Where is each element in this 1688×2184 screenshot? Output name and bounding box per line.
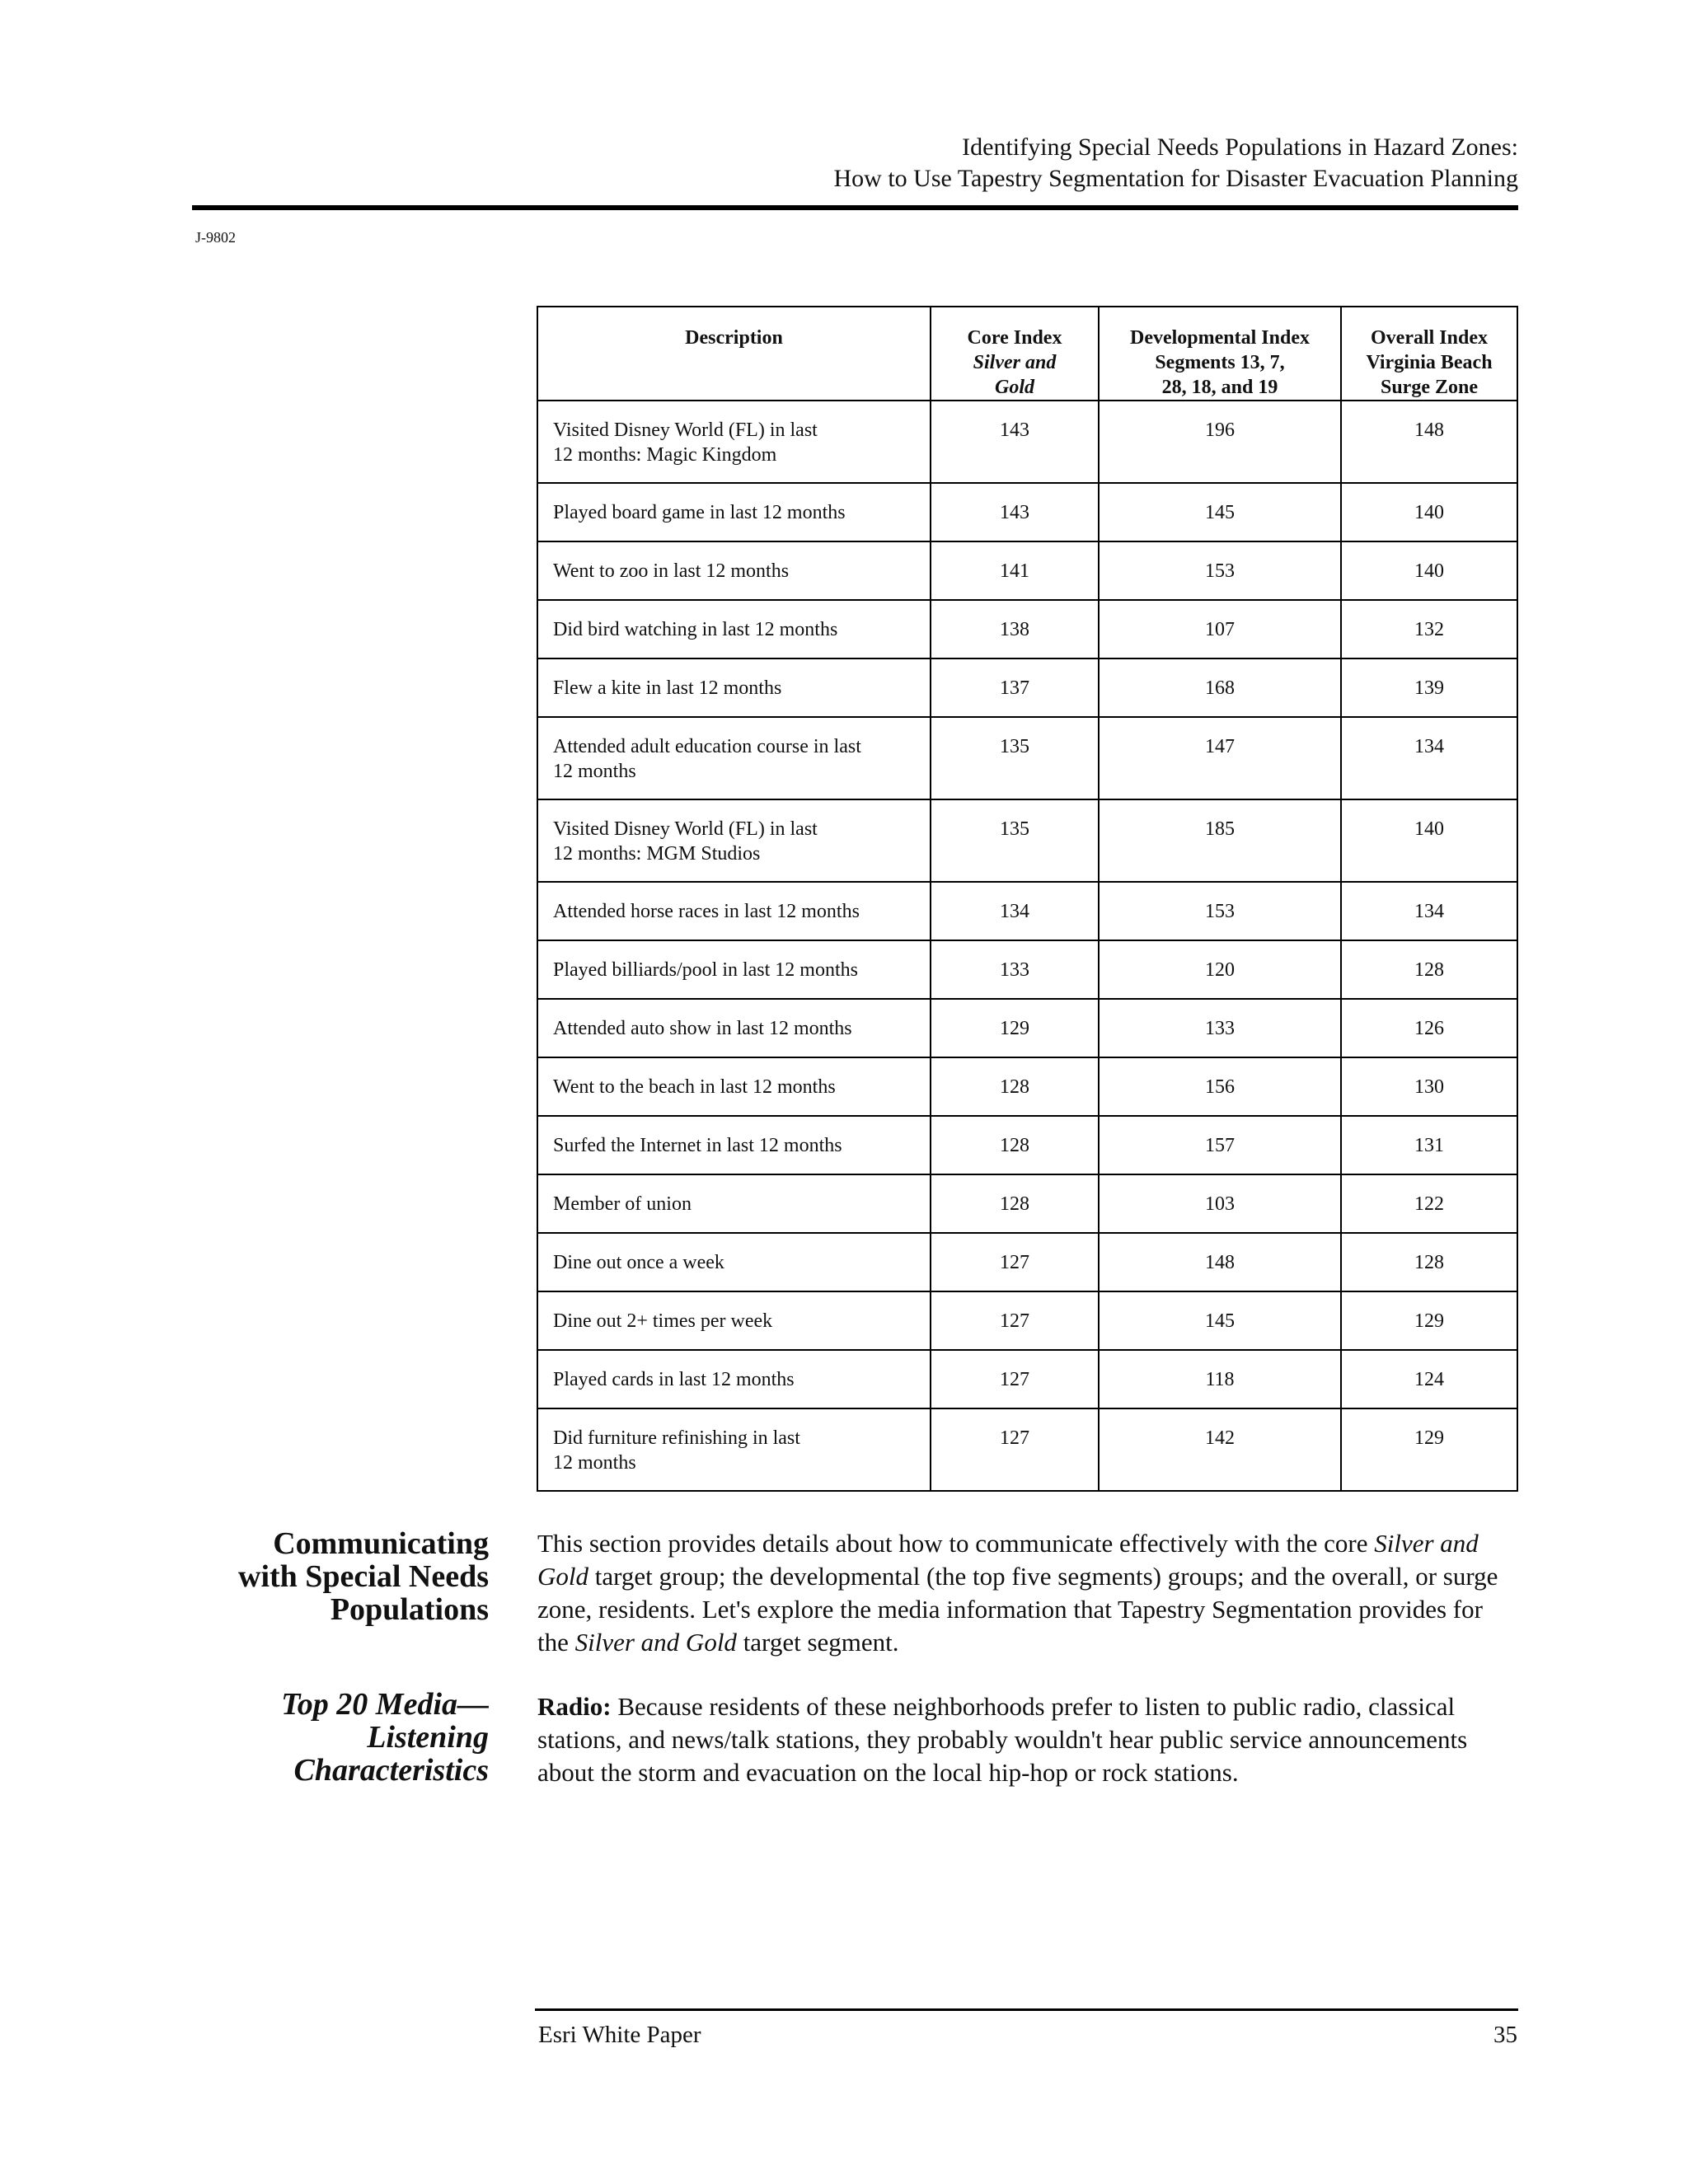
table-row: [537, 882, 1517, 940]
cell-core-index: 135: [931, 717, 1099, 799]
footer-rule: [535, 2008, 1518, 2011]
cell-description: [537, 717, 931, 799]
cell-description: [537, 541, 931, 600]
table-body: [537, 401, 1517, 1491]
description-line1: Attended horse races in last 12 months: [553, 901, 860, 922]
cell-overall-index: 130: [1341, 1057, 1517, 1116]
cell-description: [537, 1174, 931, 1233]
table-row: [537, 541, 1517, 600]
column-header-overall-index: Overall Index Virginia Beach Surge Zone: [1341, 307, 1517, 401]
header-rule: [192, 205, 1518, 210]
description-line2: 12 months: [553, 1452, 636, 1474]
cell-core-index: 137: [931, 658, 1099, 717]
cell-description: [537, 600, 931, 658]
description-line1: Dine out once a week: [553, 1252, 724, 1273]
table-row: [537, 1291, 1517, 1350]
cell-overall-index: 140: [1341, 799, 1517, 882]
cell-overall-index: 134: [1341, 882, 1517, 940]
cell-overall-index: 131: [1341, 1116, 1517, 1174]
column-header-core-index: Core Index Silver and Gold: [931, 307, 1099, 401]
cell-overall-index: 134: [1341, 717, 1517, 799]
description-line1: Surfed the Internet in last 12 months: [553, 1135, 842, 1156]
table-row: [537, 1116, 1517, 1174]
cell-overall-index: 124: [1341, 1350, 1517, 1408]
heading-communicating: [143, 1527, 489, 1626]
table-row: [537, 1174, 1517, 1233]
table-row: [537, 940, 1517, 999]
heading-top-20-media: [143, 1688, 489, 1787]
description-line1: Attended auto show in last 12 months: [553, 1018, 852, 1039]
description-line1: Member of union: [553, 1193, 692, 1215]
cell-developmental-index: 120: [1099, 940, 1341, 999]
cell-core-index: 135: [931, 799, 1099, 882]
table-row: [537, 401, 1517, 483]
description-line2: 12 months: Magic Kingdom: [553, 444, 777, 466]
heading-communicating-line2: with Special Needs: [238, 1559, 489, 1594]
description-line1: Played cards in last 12 months: [553, 1369, 795, 1390]
cell-overall-index: 122: [1341, 1174, 1517, 1233]
cell-developmental-index: 153: [1099, 882, 1341, 940]
description-line1: Did bird watching in last 12 months: [553, 619, 838, 640]
cell-developmental-index: 153: [1099, 541, 1341, 600]
cell-developmental-index: 118: [1099, 1350, 1341, 1408]
table-row: [537, 717, 1517, 799]
cell-description: [537, 658, 931, 717]
description-line1: Dine out 2+ times per week: [553, 1310, 773, 1332]
cell-description: [537, 1291, 931, 1350]
cell-description: [537, 1408, 931, 1491]
cell-description: [537, 1233, 931, 1291]
page-number: 35: [1493, 2022, 1517, 2048]
heading-media-line2: Listening: [367, 1720, 489, 1755]
table-row: [537, 1057, 1517, 1116]
cell-core-index: 127: [931, 1233, 1099, 1291]
cell-core-index: 143: [931, 401, 1099, 483]
description-line2: 12 months: MGM Studios: [553, 843, 761, 865]
cell-overall-index: 128: [1341, 940, 1517, 999]
description-line1: Did furniture refinishing in last: [553, 1427, 800, 1449]
cell-core-index: 141: [931, 541, 1099, 600]
cell-description: [537, 940, 931, 999]
heading-communicating-line3: Populations: [330, 1592, 489, 1627]
cell-developmental-index: 147: [1099, 717, 1341, 799]
radio-label: Radio:: [537, 1692, 612, 1721]
table-row: [537, 999, 1517, 1057]
index-table: [537, 306, 1518, 1492]
cell-description: [537, 1350, 931, 1408]
cell-overall-index: 139: [1341, 658, 1517, 717]
column-header-description: Description: [537, 307, 931, 401]
cell-developmental-index: 156: [1099, 1057, 1341, 1116]
cell-core-index: 129: [931, 999, 1099, 1057]
cell-developmental-index: 185: [1099, 799, 1341, 882]
description-line1: Attended adult education course in last: [553, 736, 861, 757]
cell-developmental-index: 157: [1099, 1116, 1341, 1174]
description-line1: Went to zoo in last 12 months: [553, 560, 790, 582]
document-code: J-9802: [195, 229, 236, 246]
cell-core-index: 128: [931, 1116, 1099, 1174]
cell-overall-index: 132: [1341, 600, 1517, 658]
description-line1: Played billiards/pool in last 12 months: [553, 959, 858, 981]
cell-core-index: 143: [931, 483, 1099, 541]
heading-media-line1: Top 20 Media—: [281, 1687, 489, 1722]
cell-core-index: 127: [931, 1291, 1099, 1350]
radio-paragraph: Radio: Because residents of these neighborhoods prefer to listen to public radio, classical stations, and news/talk stations, they probably wouldn't hear public service announcements about the storm and evacuation on the local hip-hop or rock stations.: [537, 1692, 1468, 1787]
heading-communicating-line1: Communicating: [273, 1526, 489, 1561]
table-row: [537, 1233, 1517, 1291]
cell-developmental-index: 196: [1099, 401, 1341, 483]
table-row: [537, 1350, 1517, 1408]
cell-core-index: 128: [931, 1174, 1099, 1233]
description-line2: 12 months: [553, 761, 636, 782]
cell-overall-index: 140: [1341, 541, 1517, 600]
table-header-row: [537, 307, 1517, 401]
cell-developmental-index: 103: [1099, 1174, 1341, 1233]
cell-description: [537, 1057, 931, 1116]
cell-description: [537, 483, 931, 541]
cell-description: [537, 999, 931, 1057]
cell-developmental-index: 145: [1099, 1291, 1341, 1350]
communicating-paragraph: This section provides details about how to communicate effectively with the core Silver and Gold target group; the developmental (the top five segments) groups; and the overall, or surge zone, residents. Let's explore the media information that Tapestry Segmentation provides for the Silver and Gold target segment.: [537, 1529, 1498, 1657]
table-row: [537, 658, 1517, 717]
cell-overall-index: 148: [1341, 401, 1517, 483]
table-row: [537, 483, 1517, 541]
cell-overall-index: 128: [1341, 1233, 1517, 1291]
cell-core-index: 133: [931, 940, 1099, 999]
cell-core-index: 128: [931, 1057, 1099, 1116]
description-line1: Visited Disney World (FL) in last: [553, 419, 818, 441]
cell-overall-index: 126: [1341, 999, 1517, 1057]
cell-description: [537, 799, 931, 882]
cell-developmental-index: 142: [1099, 1408, 1341, 1491]
cell-developmental-index: 107: [1099, 600, 1341, 658]
description-line1: Played board game in last 12 months: [553, 502, 846, 523]
description-line1: Went to the beach in last 12 months: [553, 1076, 836, 1098]
cell-developmental-index: 168: [1099, 658, 1341, 717]
description-line1: Flew a kite in last 12 months: [553, 677, 782, 699]
cell-overall-index: 140: [1341, 483, 1517, 541]
cell-overall-index: 129: [1341, 1408, 1517, 1491]
column-header-developmental-index: Developmental Index Segments 13, 7, 28, 18, and 19: [1099, 307, 1341, 401]
table-row: [537, 1408, 1517, 1491]
cell-developmental-index: 145: [1099, 483, 1341, 541]
description-line1: Visited Disney World (FL) in last: [553, 818, 818, 840]
table-row: [537, 799, 1517, 882]
header-title-line1: Identifying Special Needs Populations in Hazard Zones:: [962, 134, 1518, 161]
heading-media-line3: Characteristics: [293, 1753, 489, 1788]
running-header: [364, 132, 1518, 194]
cell-overall-index: 129: [1341, 1291, 1517, 1350]
cell-description: [537, 1116, 931, 1174]
cell-developmental-index: 148: [1099, 1233, 1341, 1291]
cell-core-index: 127: [931, 1350, 1099, 1408]
cell-developmental-index: 133: [1099, 999, 1341, 1057]
footer-publication: Esri White Paper: [538, 2022, 701, 2048]
cell-description: [537, 401, 931, 483]
cell-core-index: 134: [931, 882, 1099, 940]
cell-description: [537, 882, 931, 940]
header-title-line2: How to Use Tapestry Segmentation for Disaster Evacuation Planning: [833, 165, 1518, 192]
table-row: [537, 600, 1517, 658]
cell-core-index: 138: [931, 600, 1099, 658]
cell-core-index: 127: [931, 1408, 1099, 1491]
